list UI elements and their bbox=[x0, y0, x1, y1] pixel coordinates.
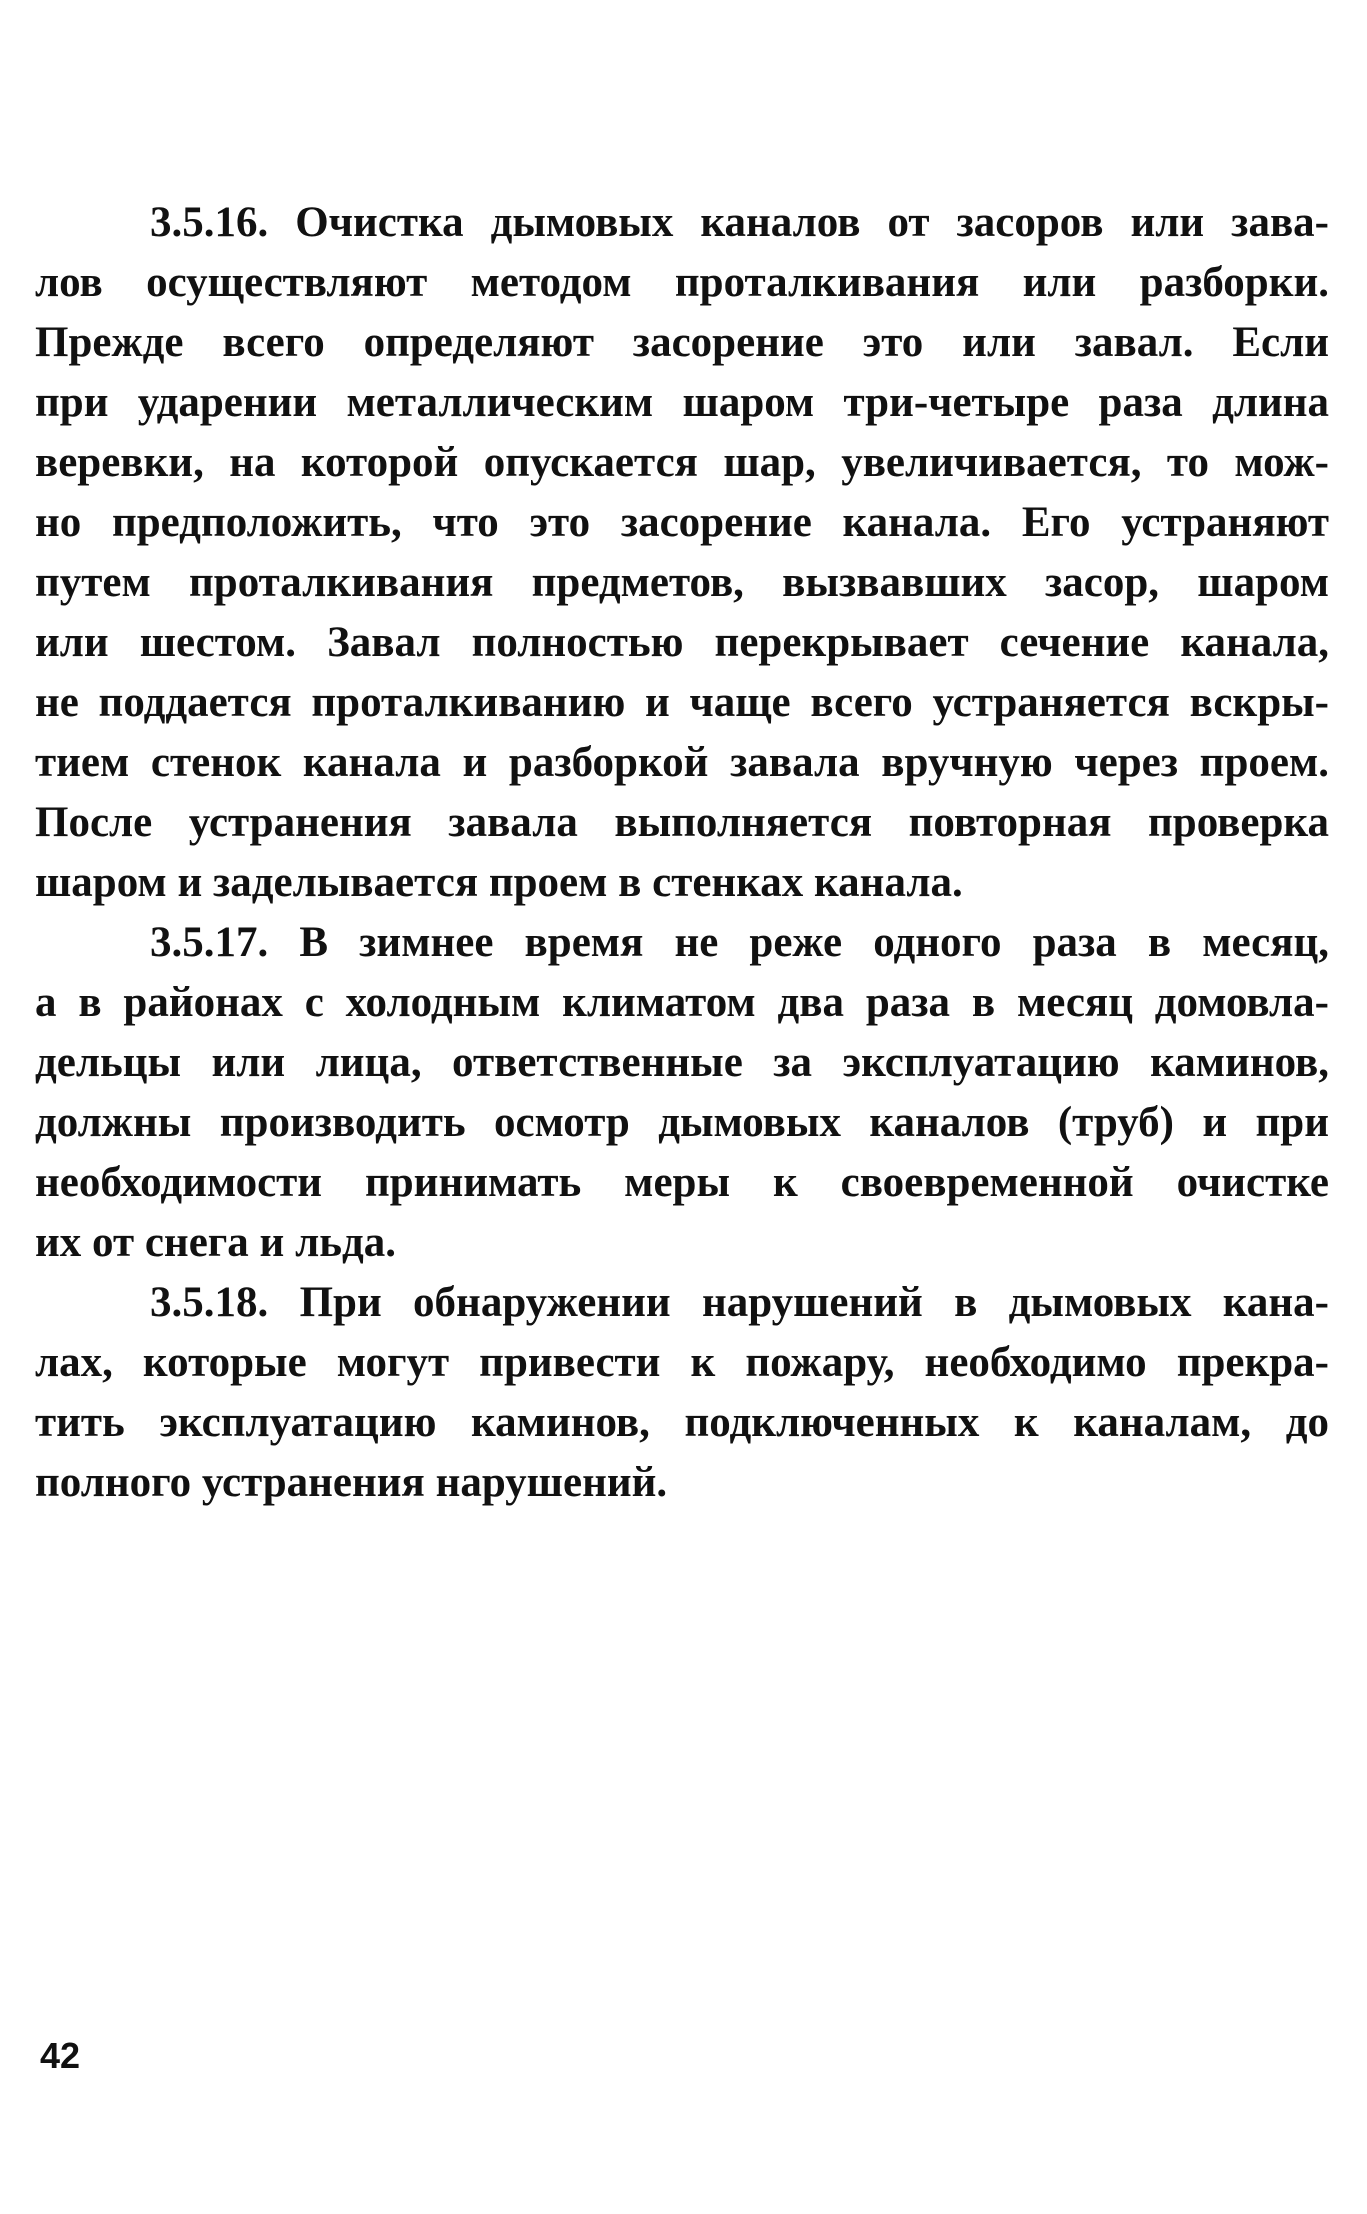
text-line: 3.5.16. Очистка дымовых каналов от засоров или зава- bbox=[150, 199, 1329, 246]
text-line: необходимости принимать меры к своевременной очистке bbox=[35, 1159, 1329, 1206]
text-line: при ударении металлическим шаром три-четыре раза длина bbox=[35, 379, 1329, 426]
text-line: путем проталкивания предметов, вызвавших засор, шаром bbox=[35, 559, 1329, 606]
text-line: должны производить осмотр дымовых каналов (труб) и при bbox=[35, 1099, 1329, 1146]
page-number: 42 bbox=[40, 2035, 81, 2076]
text-line: а в районах с холодным климатом два раза в месяц домовла- bbox=[35, 979, 1329, 1026]
text-line: тить эксплуатацию каминов, подключенных к каналам, до bbox=[35, 1399, 1329, 1446]
text-line: тием стенок канала и разборкой завала вручную через проем. bbox=[35, 739, 1329, 786]
text-line: полного устранения нарушений. bbox=[35, 1459, 668, 1506]
paragraph-3-5-16 bbox=[35, 193, 1329, 913]
text-line: лах, которые могут привести к пожару, необходимо прекра- bbox=[35, 1339, 1329, 1386]
text-line: Прежде всего определяют засорение это или завал. Если bbox=[35, 319, 1329, 366]
text-line: или шестом. Завал полностью перекрывает сечение канала, bbox=[35, 619, 1329, 666]
text-line: веревки, на которой опускается шар, увеличивается, то мож- bbox=[35, 439, 1329, 486]
document-body bbox=[35, 193, 1329, 1513]
text-line: но предположить, что это засорение канала. Его устраняют bbox=[35, 499, 1329, 546]
text-line: дельцы или лица, ответственные за эксплуатацию каминов, bbox=[35, 1039, 1329, 1086]
text-line: 3.5.17. В зимнее время не реже одного раза в месяц, bbox=[150, 919, 1329, 966]
text-line: их от снега и льда. bbox=[35, 1219, 396, 1266]
text-line: не поддается проталкиванию и чаще всего устраняется вскры- bbox=[35, 679, 1329, 726]
text-line: 3.5.18. При обнаружении нарушений в дымовых кана- bbox=[150, 1279, 1329, 1326]
text-line: лов осуществляют методом проталкивания или разборки. bbox=[35, 259, 1329, 306]
text-line: шаром и заделывается проем в стенках канала. bbox=[35, 859, 963, 906]
text-line: После устранения завала выполняется повторная проверка bbox=[35, 799, 1329, 846]
paragraph-3-5-18 bbox=[35, 1273, 1329, 1513]
paragraph-3-5-17 bbox=[35, 913, 1329, 1273]
